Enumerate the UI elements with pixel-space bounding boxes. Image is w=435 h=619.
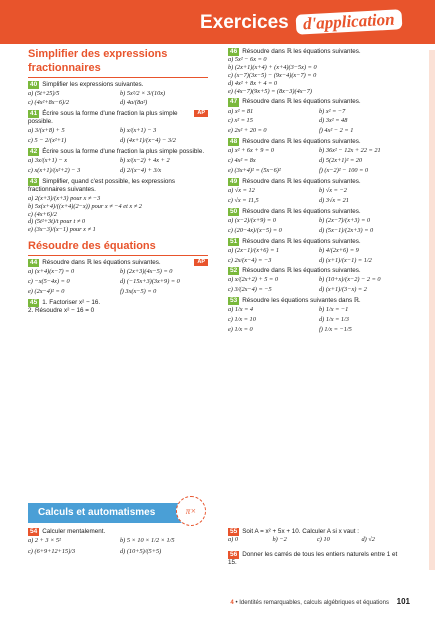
list-item: d) √2 [361,536,375,544]
list-item: d) 1/x = 1/3 [319,316,349,324]
list-item: d) 3√x = 21 [319,196,349,204]
list-item: c) 4x² = 8x [228,157,256,165]
exercise-text: Calculer mentalement. [42,528,106,535]
exercise-number: 53 [230,297,238,305]
list-item: b) 1/x = −1 [319,306,349,314]
exercise-text: Résoudre dans ℝ les équations suivantes. [242,237,361,245]
exercise-text: Résoudre dans ℝ les équations suivantes. [242,138,361,146]
list-item: d) 4a/(8a²) [120,99,148,107]
exercise-text: Simplifier, quand c'est possible, les expressions fractionnaires suivantes. [28,177,176,194]
list-item: b) (2x−7)/(x+3) = 0 [319,216,371,224]
exercise-55-56 [228,528,406,567]
exercise-42 [28,148,208,175]
list-item: c) 5 − 2/(x²+1) [28,137,67,145]
list-item: 2. Résoudre x² − 16 = 0 [28,306,95,314]
list-item: c) (20−4x)/(x−5) = 0 [228,226,282,234]
list-item: a) 0 [228,536,238,544]
ap-badge: AP [194,259,208,266]
exercise-text: Résoudre dans ℝ les équations suivantes. [42,258,161,266]
exercise-41 [28,110,208,145]
list-item: d) (10+5)/(5+5) [120,547,162,555]
list-item: c) (4x+6)/2 [28,210,57,218]
ap-badge: AP [194,110,208,117]
exercise-number: 49 [230,177,238,185]
exercise-48 [228,138,406,175]
calc-title: Calculs et automatismes [38,507,156,518]
list-item: b) 5 × 10 × 1/2 × 1/5 [120,537,175,545]
list-item: a) x² = 81 [228,107,254,115]
exercise-text: Écrire sous la forme d'une fraction la plus simple possible. [28,110,178,126]
page-subtitle: d'application [296,9,403,35]
list-item: e) 2x² + 20 = 0 [228,127,267,135]
list-item: d) (x+1)/(x−1) = 1/2 [319,256,372,264]
exercise-text: Résoudre dans ℝ les équations suivantes. [242,177,361,185]
section-title: Résoudre des équations [28,240,208,256]
chapter-number: 4 [230,600,234,606]
list-item: b) −2 [272,536,287,544]
exercise-text: Résoudre dans ℝ les équations suivantes. [242,98,361,106]
list-item: b) 5x²/2 × 3/(10x) [120,89,166,97]
list-item: a) x/(2x+2) + 5 = 0 [228,276,278,284]
right-column [228,48,406,337]
list-item: b) (10+x)/(x−2) − 2 = 0 [319,276,381,284]
list-item: f) (x−2)² − 100 = 0 [319,166,369,174]
list-item: a) 3x/(x+1) − x [28,157,68,165]
exercise-number: 44 [30,258,38,266]
calc-banner [28,503,198,523]
list-item: b) (2x+1)(x+4) + (x+4)(3−5x) = 0 [228,63,317,71]
exercise-40 [28,81,208,108]
list-item: a) 3/(x+8) + 5 [28,127,65,135]
list-item: e) 1/x = 0 [228,326,253,334]
list-item: e) (2x−4)² = 0 [28,287,65,295]
list-item: d) 2/(x−4) + 3/x [120,167,162,175]
list-item: d) (x+1)/(3−x) = 2 [319,286,367,294]
exercise-number: 52 [230,267,238,275]
exercise-51 [228,238,406,265]
exercise-text: Résoudre dans ℝ les équations suivantes. [242,267,361,275]
exercise-number: 43 [30,177,38,185]
list-item: c) 1/x = 10 [228,316,256,324]
exercise-52 [228,267,406,294]
list-item: f) 3x(x−5) = 0 [120,287,157,295]
exercise-number: 55 [230,528,238,535]
list-item: b) √x = −2 [319,186,347,194]
exercise-number: 47 [230,98,238,106]
list-item: b) 4/(2x+6) = 9 [319,246,359,254]
exercise-text: Résoudre dans ℝ les équations suivantes. [242,207,361,215]
list-item: f) 4x² − 2 = 1 [319,127,354,135]
exercise-text: Simplifier les expressions suivantes. [42,80,144,88]
exercise-number: 45 [30,298,38,306]
list-item: b) 5x(x+4)/((x+4)(2−x)) pour x ≠ −4 et x ≠ 2 [28,202,142,210]
list-item: d) 5(2x+1)² = 20 [319,157,363,165]
list-item: a) (5t+25)/5 [28,89,60,97]
exercise-43 [28,178,208,234]
exercise-53 [228,297,406,334]
list-item: b) x² = −7 [319,107,346,115]
list-item: a) (x+4)(x−7) = 0 [28,268,75,276]
section-title: Simplifier des expressions fractionnaires [28,48,208,78]
list-item: c) √x = 11,5 [228,196,259,204]
list-item: a) x² + 6x + 9 = 0 [228,147,274,155]
list-item: e) (3x+4)² = (5x−6)² [228,166,281,174]
exercise-54 [28,528,208,556]
list-item: d) (−15x+3)(3x+9) = 0 [120,277,180,285]
exercise-number: 48 [230,138,238,146]
list-item: b) (2x+3)(4x−5) = 0 [120,268,173,276]
exercise-number: 46 [230,48,238,55]
list-item: c) x(x+1)/(x²+2) − 3 [28,167,81,175]
header-band [0,0,435,44]
exercise-text: Résoudre les équations suivantes dans ℝ. [242,297,361,305]
list-item: d) (5x−1)/(2x+3) = 0 [319,226,374,234]
page-title: Exercices [200,12,289,33]
pi-badge-icon: π× [176,496,206,526]
list-item: e) (3x−3)/(x−1) pour x ≠ 1 [28,226,96,234]
exercise-45 [28,299,208,315]
page-number: 101 [396,597,410,606]
list-item: a) 1/x = 4 [228,306,254,314]
side-tab [429,50,435,570]
exercise-50 [228,208,406,235]
list-item: c) (6+9+12+15)/3 [28,547,76,555]
list-item: c) −x(5−4x) = 0 [28,277,70,285]
exercise-number: 41 [30,110,38,118]
list-item: b) x/(x+1) − 3 [120,127,157,135]
list-item: a) 2 + 3 × 5² [28,537,61,545]
exercise-number: 56 [230,550,238,558]
exercise-number: 42 [30,148,38,156]
page-footer [220,597,410,606]
exercise-47 [228,98,406,135]
list-item: 1. Factoriser x² − 16. [42,298,101,306]
exercise-number: 40 [30,80,38,88]
exercise-text: Résoudre dans ℝ les équations suivantes. [242,48,361,55]
list-item: c) x² = 15 [228,117,253,125]
list-item: c) (x−7)(3x−5) − (9x−4)(x−7) = 0 [228,71,317,79]
list-item: b) 36x² − 12x + 22 = 21 [319,147,381,155]
exercise-number: 51 [230,237,238,245]
list-item: a) √x = 12 [228,186,255,194]
list-item: a) 5x² − 6x = 0 [228,56,267,64]
exercise-number: 50 [230,207,238,215]
chapter-title: • Identités remarquables, calculs algébriques et équations [235,600,389,606]
list-item: b) x/(x−2) + 4x + 2 [120,157,170,165]
exercise-44 [28,259,208,296]
left-column [28,48,208,318]
exercise-text: Écrire sous la forme d'une fraction la plus simple possible. [42,148,205,156]
list-item: d) 4x² + 8x + 4 = 0 [228,79,278,87]
list-item: d) (5t²+3t)/t pour t ≠ 0 [28,218,85,226]
list-item: a) (2x−1)/(x+6) = 1 [228,246,280,254]
list-item: f) 1/x = −1/5 [319,326,352,334]
list-item: c) 2x/(x−4) = −3 [228,256,272,264]
list-item: c) 3/(2x−4) = −5 [228,286,272,294]
exercise-49 [228,178,406,205]
list-item: e) (4x−7)(9x+5) = (8x−3)(4x−7) [228,87,313,95]
exercise-number: 54 [30,528,38,535]
exercise-46 [228,48,406,95]
list-item: c) 10 [317,536,330,544]
list-item: c) (4x²+8x−6)/2 [28,99,69,107]
list-item: d) 3x² = 48 [319,117,348,125]
list-item: a) (x−2)/(x+9) = 0 [228,216,276,224]
exercise-text: Soit A = x² + 5x + 10. Calculer A si x vaut : [242,528,359,535]
list-item: d) (4x+1)/(x−4) − 3/2 [120,137,176,145]
list-item: a) 2(x+3)/(x+3) pour x ≠ −3 [28,194,101,202]
exercise-text: Donner les carrés de tous les entiers naturels entre 1 et 15. [228,550,398,567]
